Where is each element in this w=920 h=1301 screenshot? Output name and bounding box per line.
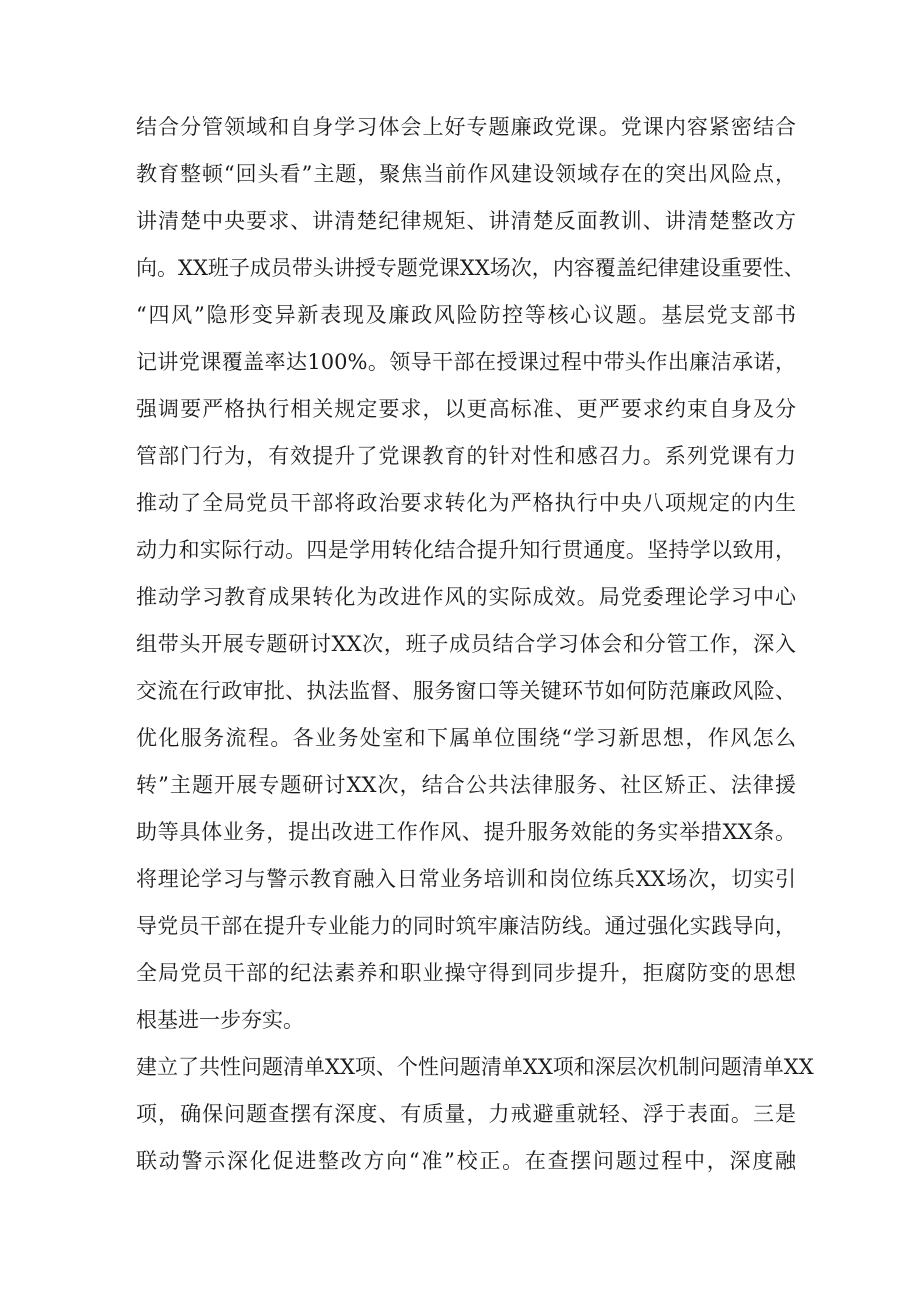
text-line: 根基进一步夯实。 [136,1008,304,1032]
text-line: 优化服务流程。各业务处室和下属单位围绕“学习新思想，作风怎么 [136,726,796,750]
text-line: 记讲党课覆盖率达100%。领导干部在授课过程中带头作出廉洁承诺， [136,350,796,374]
text-line: 转”主题开展专题研讨XX次，结合公共法律服务、社区矫正、法律援 [136,773,796,797]
text-line: 将理论学习与警示教育融入日常业务培训和岗位练兵XX场次，切实引 [136,867,796,891]
text-line: 结合分管领域和自身学习体会上好专题廉政党课。党课内容紧密结合 [136,115,796,139]
text-line: 项，确保问题查摆有深度、有质量，力戒避重就轻、浮于表面。三是 [136,1102,796,1126]
text-line: 全局党员干部的纪法素养和职业操守得到同步提升，拒腐防变的思想 [136,961,796,985]
text-line: 教育整顿“回头看”主题，聚焦当前作风建设领域存在的突出风险点， [136,162,796,186]
text-line: 联动警示深化促进整改方向“准”校正。在查摆问题过程中，深度融 [136,1149,796,1173]
text-line: 推动学习教育成果转化为改进作风的实际成效。局党委理论学习中心 [136,585,796,609]
text-line: 导党员干部在提升专业能力的同时筑牢廉洁防线。通过强化实践导向， [136,914,796,938]
text-line: 组带头开展专题研讨XX次，班子成员结合学习体会和分管工作，深入 [136,632,796,656]
text-line: 讲清楚中央要求、讲清楚纪律规矩、讲清楚反面教训、讲清楚整改方 [136,209,796,233]
text-line: 交流在行政审批、执法监督、服务窗口等关键环节如何防范廉政风险、 [136,679,796,703]
text-line: 动力和实际行动。四是学用转化结合提升知行贯通度。坚持学以致用， [136,538,796,562]
text-line: 助等具体业务，提出改进工作作风、提升服务效能的务实举措XX条。 [136,820,796,844]
text-line: 建立了共性问题清单XX项、个性问题清单XX项和深层次机制问题清单XX [136,1055,814,1079]
text-line: “四风”隐形变异新表现及廉政风险防控等核心议题。基层党支部书 [136,303,796,327]
text-line: 强调要严格执行相关规定要求，以更高标准、更严要求约束自身及分 [136,397,796,421]
text-line: 推动了全局党员干部将政治要求转化为严格执行中央八项规定的内生 [136,491,796,515]
text-line: 管部门行为，有效提升了党课教育的针对性和感召力。系列党课有力 [136,444,796,468]
text-line: 向。XX班子成员带头讲授专题党课XX场次，内容覆盖纪律建设重要性、 [136,256,805,280]
